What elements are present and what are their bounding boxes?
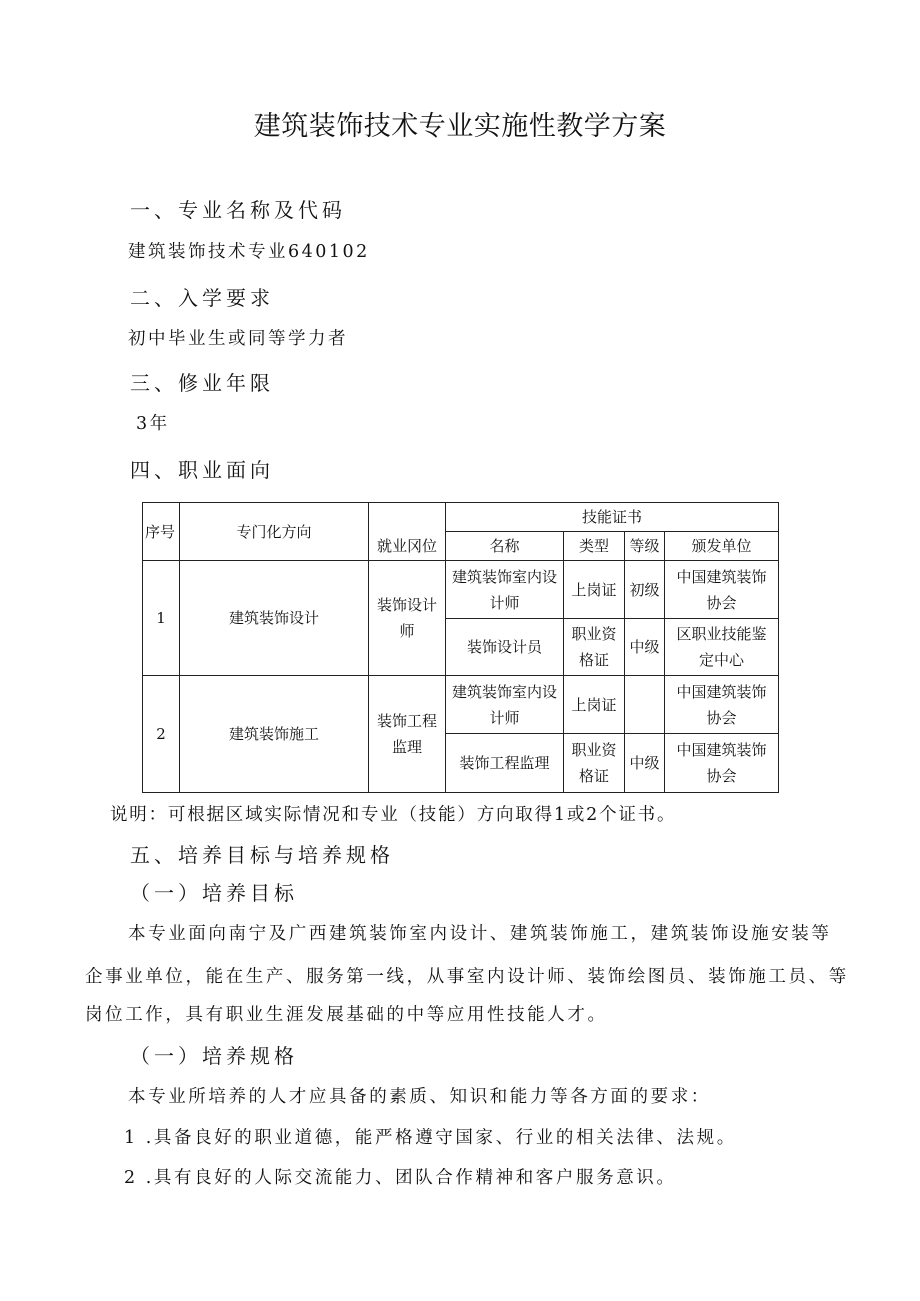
- section-5-heading: 五、培养目标与培养规格: [130, 843, 394, 867]
- row-1-cert-1-issuer: 中国建筑装饰协会: [665, 561, 779, 619]
- section-3-heading: 三、修业年限: [130, 371, 274, 395]
- goal-line-1: 本专业面向南宁及广西建筑装饰室内设计、建筑装饰施工，建筑装饰设施安装等: [128, 924, 832, 944]
- goal-line-2: 企事业单位，能在生产、服务第一线，从事室内设计师、装饰绘图员、装饰施工员、等: [85, 967, 849, 987]
- row-2-seq: 2: [143, 676, 180, 793]
- page-title: 建筑装饰技术专业实施性教学方案: [253, 111, 667, 142]
- goal-heading: （一）培养目标: [130, 881, 298, 905]
- spec-item-1-text: .具备良好的职业道德，能严格遵守国家、行业的相关法律、法规。: [145, 1128, 737, 1148]
- spec-item-1-number: 1: [124, 1128, 138, 1148]
- header-direction: 专门化方向: [180, 503, 369, 561]
- row-2-cert-2-type: 职业资格证: [564, 734, 625, 793]
- row-1-cert-2-issuer: 区职业技能鉴定中心: [665, 619, 779, 676]
- row-1-seq: 1: [143, 561, 180, 676]
- row-2-cert-1-level: [625, 676, 665, 734]
- spec-item-1: [124, 1124, 737, 1149]
- spec-item-2-number: 2: [124, 1168, 138, 1188]
- row-2-cert-2-issuer: 中国建筑装饰协会: [665, 734, 779, 793]
- row-1-cert-1-name: 建筑装饰室内设计师: [446, 561, 564, 619]
- section-2-heading: 二、入学要求: [130, 286, 274, 310]
- row-2-cert-2-name: 装饰工程监理: [446, 734, 564, 793]
- section-1-heading: 一、专业名称及代码: [130, 198, 346, 222]
- header-cert-name: 名称: [446, 532, 564, 561]
- header-cert-type: 类型: [564, 532, 625, 561]
- spec-intro: 本专业所培养的人才应具备的素质、知识和能力等各方面的要求：: [128, 1087, 711, 1107]
- row-2-cert-1-name: 建筑装饰室内设计师: [446, 676, 564, 734]
- spec-item-2-text: .具有良好的人际交流能力、团队合作精神和客户服务意识。: [145, 1168, 677, 1188]
- row-2-cert-2-level: 中级: [625, 734, 665, 793]
- row-2-cert-1-issuer: 中国建筑装饰协会: [665, 676, 779, 734]
- section-1-content: 建筑装饰技术专业640102: [128, 242, 370, 262]
- header-cert-issuer: 颁发单位: [665, 532, 779, 561]
- spec-heading: （一）培养规格: [130, 1044, 298, 1068]
- goal-line-3: 岗位工作，具有职业生涯发展基础的中等应用性技能人才。: [85, 1005, 608, 1025]
- header-cert-group: 技能证书: [446, 503, 779, 532]
- row-1-position: 装饰设计师: [369, 561, 446, 676]
- header-position: 就业冈位: [369, 503, 446, 561]
- row-1-cert-2-name: 装饰设计员: [446, 619, 564, 676]
- row-1-cert-2-level: 中级: [625, 619, 665, 676]
- row-1-cert-1-level: 初级: [625, 561, 665, 619]
- row-2-position: 装饰工程监理: [369, 676, 446, 793]
- row-2-direction: 建筑装饰施工: [180, 676, 369, 793]
- row-2-cert-1-type: 上岗证: [564, 676, 625, 734]
- section-2-content: 初中毕业生或同等学力者: [128, 329, 348, 349]
- header-cert-level: 等级: [625, 532, 665, 561]
- section-3-content: 3年: [136, 414, 170, 434]
- section-4-heading: 四、职业面向: [130, 458, 274, 482]
- row-1-direction: 建筑装饰设计: [180, 561, 369, 676]
- table-note: 说明：可根据区域实际情况和专业（技能）方向取得1或2个证书。: [110, 805, 677, 825]
- row-1-cert-2-type: 职业资格证: [564, 619, 625, 676]
- row-1-cert-1-type: 上岗证: [564, 561, 625, 619]
- header-seq: 序号: [143, 503, 180, 561]
- spec-item-2: [124, 1164, 677, 1189]
- career-table: [142, 502, 779, 793]
